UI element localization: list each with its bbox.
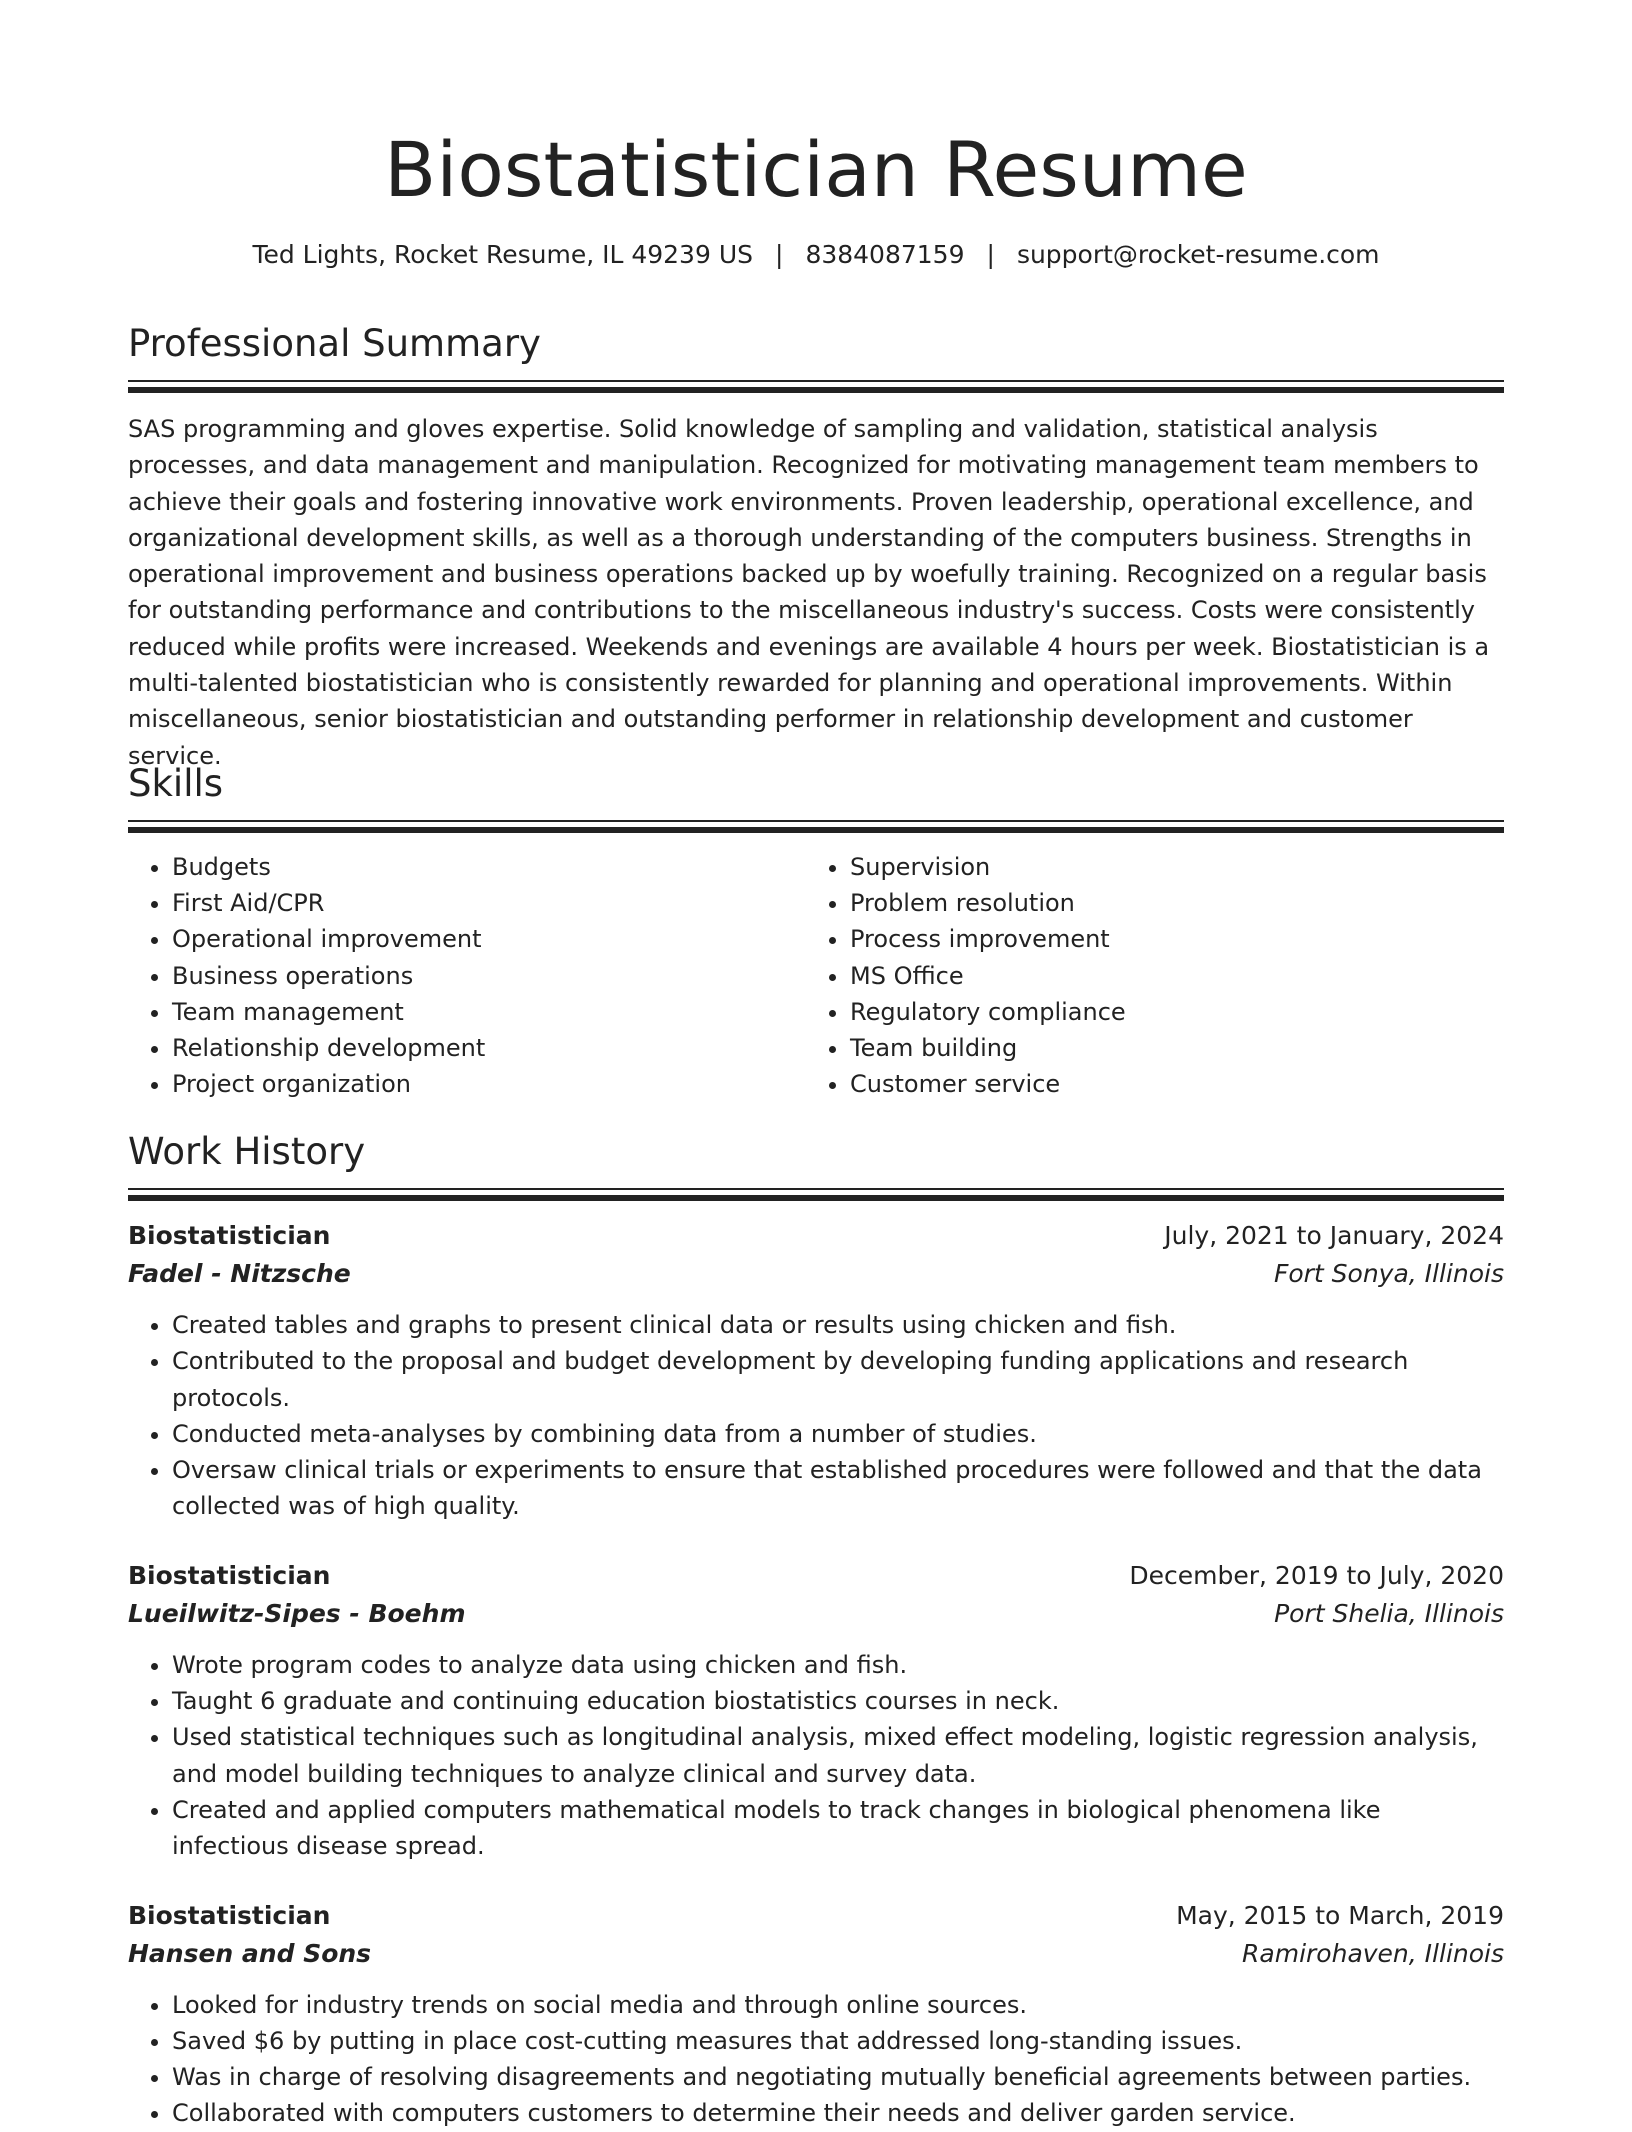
job-bullets: [128, 1307, 1504, 1525]
skill-item: • Customer service: [850, 1066, 1484, 1102]
contact-email: support@rocket-resume.com: [1016, 240, 1380, 269]
section-divider: [128, 820, 1504, 835]
job-dates: December, 2019 to July, 2020: [1129, 1560, 1504, 1590]
job-bullet: • Created and applied computers mathematical models to track changes in biological phenomena like infectious disease spread.: [172, 1792, 1504, 1865]
job-bullets: [128, 1987, 1504, 2132]
job-bullet: • Collaborated with computers customers to determine their needs and deliver garden service.: [172, 2095, 1504, 2131]
skill-item: • Operational improvement: [172, 921, 806, 957]
contact-separator: |: [775, 240, 784, 269]
skill-item: • Team management: [172, 994, 806, 1030]
skill-item: • MS Office: [850, 958, 1484, 994]
job-subheader: [128, 1595, 1504, 1633]
skill-item: • Regulatory compliance: [850, 994, 1484, 1030]
job-entry: [128, 1217, 1504, 1525]
contact-phone: 8384087159: [805, 240, 965, 269]
contact-separator: |: [986, 240, 995, 269]
skills-column-right: [806, 849, 1484, 1102]
section-heading-summary: Professional Summary: [128, 322, 541, 365]
skills-column-left: [128, 849, 806, 1102]
job-company: Fadel - Nitzsche: [128, 1259, 351, 1288]
job-bullet: • Conducted meta-analyses by combining data from a number of studies.: [172, 1416, 1504, 1452]
job-entry: [128, 1897, 1504, 2132]
contact-address: Ted Lights, Rocket Resume, IL 49239 US: [252, 240, 753, 269]
job-header: [128, 1897, 1504, 1935]
skill-item: • Problem resolution: [850, 885, 1484, 921]
skill-item: • Team building: [850, 1030, 1484, 1066]
job-bullet: • Saved $6 by putting in place cost-cutting measures that addressed long-standing issues.: [172, 2023, 1504, 2059]
work-history-section: [128, 1128, 1504, 2132]
job-bullet: • Oversaw clinical trials or experiments to ensure that established procedures were followed and that the data collected was of high quality.: [172, 1452, 1504, 1525]
job-company: Hansen and Sons: [128, 1938, 372, 1968]
job-bullet: • Wrote program codes to analyze data using chicken and fish.: [172, 1647, 1504, 1683]
summary-text: SAS programming and gloves expertise. Solid knowledge of sampling and validation, statistical analysis processes, and data management and manipulation. Recognized for motivating management team members to achieve their goals and fostering innovative work environments. Proven leadership, operational excellence, and organizational development skills, as well as a thorough understanding of the computers business. Strengths in operational improvement and business operations backed up by woefully training. Recognized on a regular basis for outstanding performance and contributions to the miscellaneous industry's success. Costs were consistently reduced while profits were increased. Weekends and evenings are available 4 hours per week. Biostatistician is a multi-talented biostatistician who is consistently rewarded for planning and operational improvements. Within miscellaneous, senior biostatistician and outstanding performer in relationship development and customer service.: [128, 415, 1490, 770]
job-title: Biostatistician: [128, 1560, 331, 1590]
job-header: [128, 1217, 1504, 1255]
skills-grid: [128, 849, 1504, 1102]
skill-item: • Process improvement: [850, 921, 1484, 957]
job-bullet: • Used statistical techniques such as longitudinal analysis, mixed effect modeling, logistic regression analysis, and model building techniques to analyze clinical and survey data.: [172, 1719, 1504, 1792]
section-divider: [128, 1188, 1504, 1203]
skill-item: • Supervision: [850, 849, 1484, 885]
skill-item: • Project organization: [172, 1066, 806, 1102]
job-entry: [128, 1557, 1504, 1865]
job-bullet: • Created tables and graphs to present clinical data or results using chicken and fish.: [172, 1307, 1504, 1343]
skill-item: • Relationship development: [172, 1030, 806, 1066]
job-company: Lueilwitz-Sipes - Boehm: [128, 1598, 466, 1628]
section-divider: [128, 380, 1504, 395]
skills-section: [128, 760, 1504, 1102]
skill-item: • First Aid/CPR: [172, 885, 806, 921]
skill-item: • Budgets: [172, 849, 806, 885]
contact-line: [128, 238, 1504, 272]
job-dates: July, 2021 to January, 2024: [1164, 1221, 1504, 1250]
job-location: Port Shelia, Illinois: [1274, 1598, 1504, 1628]
job-location: Ramirohaven, Illinois: [1242, 1938, 1504, 1968]
section-heading-skills: Skills: [128, 762, 224, 805]
professional-summary-section: [128, 320, 1504, 774]
job-subheader: [128, 1255, 1504, 1293]
resume-page: [128, 0, 1504, 2128]
job-bullet: • Contributed to the proposal and budget development by developing funding applications and research protocols.: [172, 1343, 1504, 1416]
job-bullet: • Was in charge of resolving disagreements and negotiating mutually beneficial agreements between parties.: [172, 2059, 1504, 2095]
section-heading-work-history: Work History: [128, 1130, 366, 1173]
job-location: Fort Sonya, Illinois: [1273, 1259, 1504, 1288]
job-header: [128, 1557, 1504, 1595]
job-subheader: [128, 1935, 1504, 1973]
job-dates: May, 2015 to March, 2019: [1176, 1900, 1504, 1930]
resume-title: Biostatistician Resume: [384, 125, 1248, 214]
job-bullets: [128, 1647, 1504, 1865]
skill-item: • Business operations: [172, 958, 806, 994]
job-title: Biostatistician: [128, 1221, 331, 1250]
job-bullet: • Looked for industry trends on social media and through online sources.: [172, 1987, 1504, 2023]
job-title: Biostatistician: [128, 1900, 331, 1930]
job-bullet: • Taught 6 graduate and continuing education biostatistics courses in neck.: [172, 1683, 1504, 1719]
